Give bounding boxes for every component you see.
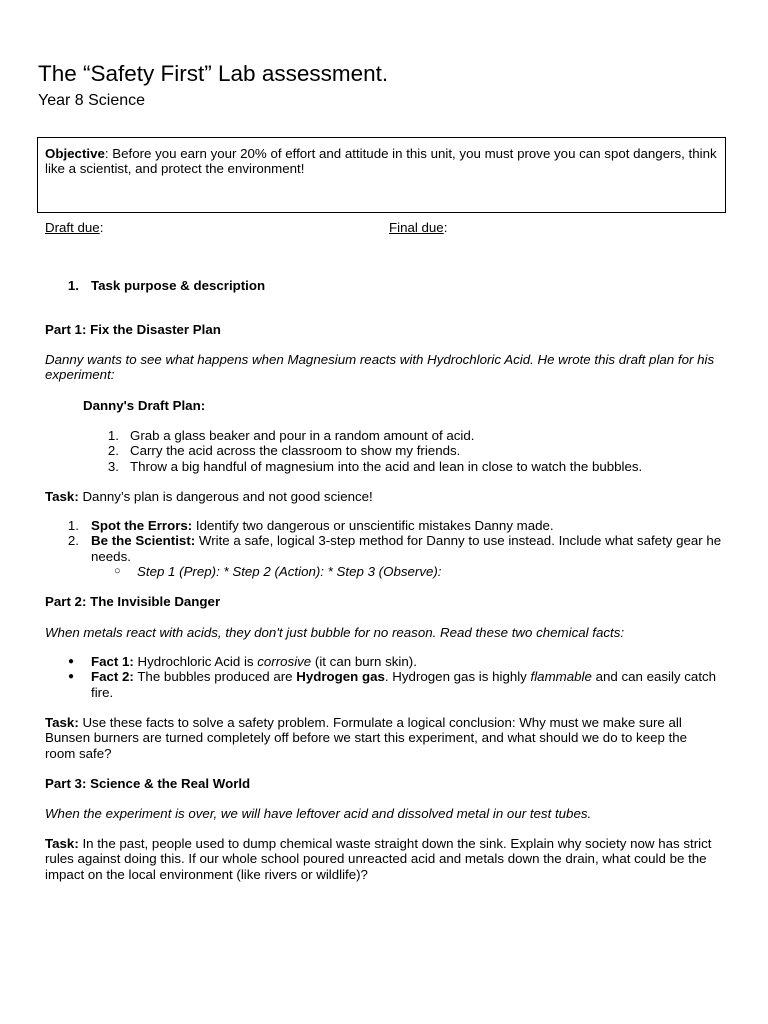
fact-label: Fact 1:: [91, 654, 134, 669]
part1-tasks-list: [45, 518, 735, 579]
task-item-number: 1.: [67, 518, 79, 533]
fact-item: [45, 654, 735, 669]
task-label: Task:: [45, 836, 79, 851]
objective-paragraph: [45, 146, 718, 177]
part1-heading: Part 1: Fix the Disaster Plan: [45, 322, 221, 337]
draft-due-colon: :: [99, 220, 104, 235]
fact-strong: Hydrogen gas: [296, 669, 385, 685]
fact-body: and can easily catch fire.: [91, 669, 717, 700]
plan-step-number: 1.: [107, 428, 119, 443]
page-title: The “Safety First” Lab assessment.: [38, 61, 389, 86]
final-due: [389, 220, 447, 235]
plan-step: [45, 459, 735, 474]
task-item-text: [91, 518, 554, 533]
task-text: Use these facts to solve a safety problem. Formulate a logical conclusion: Why must we make sure all Bunsen burners are turned completely off before we start this experiment, and what should we do to keep the room safe?: [45, 715, 688, 761]
plan-step: [45, 443, 735, 458]
fact-emphasis: flammable: [530, 669, 592, 685]
objective-text: : Before you earn your 20% of effort and attitude in this unit, you must prove you can spot dangers, think like a scientist, and protect the environment!: [45, 146, 717, 177]
sub-item-text: Step 1 (Prep): * Step 2 (Action): * Step 3 (Observe):: [137, 563, 442, 579]
fact-item: [45, 669, 735, 700]
plan-steps-list: [45, 428, 735, 474]
facts-list: [45, 654, 735, 700]
final-due-colon: :: [443, 220, 448, 235]
part2-heading: Part 2: The Invisible Danger: [45, 594, 221, 609]
fact-body: The bubbles produced are: [133, 669, 297, 685]
task-item: [45, 533, 735, 564]
sub-item: [45, 564, 735, 579]
bullet-icon: ●: [68, 656, 75, 667]
objective-label: Objective: [45, 146, 105, 161]
fact-label: Fact 2:: [91, 669, 134, 685]
plan-heading: Danny's Draft Plan:: [83, 398, 206, 413]
plan-step-number: 2.: [107, 443, 119, 459]
page-subtitle: Year 8 Science: [38, 92, 146, 109]
task-item-body: Identify two dangerous or unscientific mistakes Danny made.: [192, 518, 554, 533]
fact-emphasis: corrosive: [257, 654, 312, 669]
section-number: 1.: [67, 278, 79, 293]
part3-task: [45, 836, 725, 882]
draft-due-label: Draft due: [45, 220, 100, 235]
part1-task: [45, 489, 735, 504]
plan-step-text: Carry the acid across the classroom to show my friends.: [130, 443, 461, 459]
section-title: Task purpose & description: [91, 278, 266, 293]
draft-due: [45, 220, 103, 235]
task-item: [45, 518, 735, 533]
part1-intro: Danny wants to see what happens when Magnesium reacts with Hydrochloric Acid. He wrote this draft plan for his experiment:: [45, 352, 715, 383]
final-due-label: Final due: [389, 220, 444, 235]
task-item-body: Write a safe, logical 3-step method for Danny to use instead. Include what safety gear he needs.: [91, 533, 722, 564]
task-item-text: [91, 533, 723, 564]
bullet-icon: ●: [68, 671, 75, 683]
task-label: Task:: [45, 489, 79, 504]
part2-intro: When metals react with acids, they don't just bubble for no reason. Read these two chemical facts:: [45, 625, 625, 640]
part3-intro: When the experiment is over, we will have leftover acid and dissolved metal in our test tubes.: [45, 806, 592, 821]
part2-task: [45, 715, 721, 761]
plan-step-number: 3.: [107, 458, 119, 474]
fact-text: [91, 669, 723, 700]
fact-body: (it can burn skin).: [311, 654, 417, 669]
part3-heading: Part 3: Science & the Real World: [45, 776, 251, 791]
plan-step-text: Throw a big handful of magnesium into the acid and lean in close to watch the bubbles.: [130, 458, 643, 474]
due-dates: [45, 220, 725, 236]
hollow-bullet-icon: ○: [114, 564, 121, 577]
task-text: Danny’s plan is dangerous and not good science!: [78, 489, 373, 504]
plan-step-text: Grab a glass beaker and pour in a random amount of acid.: [130, 428, 475, 443]
task-text: In the past, people used to dump chemical waste straight down the sink. Explain why society now has strict rules against doing this. If our whole school poured unreacted acid and metals down the drain, what could be the impact on the local environment (like rivers or wildlife)?: [45, 836, 712, 882]
objective-box: [37, 137, 726, 213]
task-item-number: 2.: [67, 533, 79, 549]
fact-text: [91, 654, 417, 669]
task-item-bold: Be the Scientist:: [91, 533, 196, 549]
plan-step: [45, 428, 735, 443]
task-label: Task:: [45, 715, 79, 730]
task-item-bold: Spot the Errors:: [91, 518, 193, 533]
fact-body: . Hydrogen gas is highly: [384, 669, 531, 685]
fact-body: Hydrochloric Acid is: [133, 654, 258, 669]
